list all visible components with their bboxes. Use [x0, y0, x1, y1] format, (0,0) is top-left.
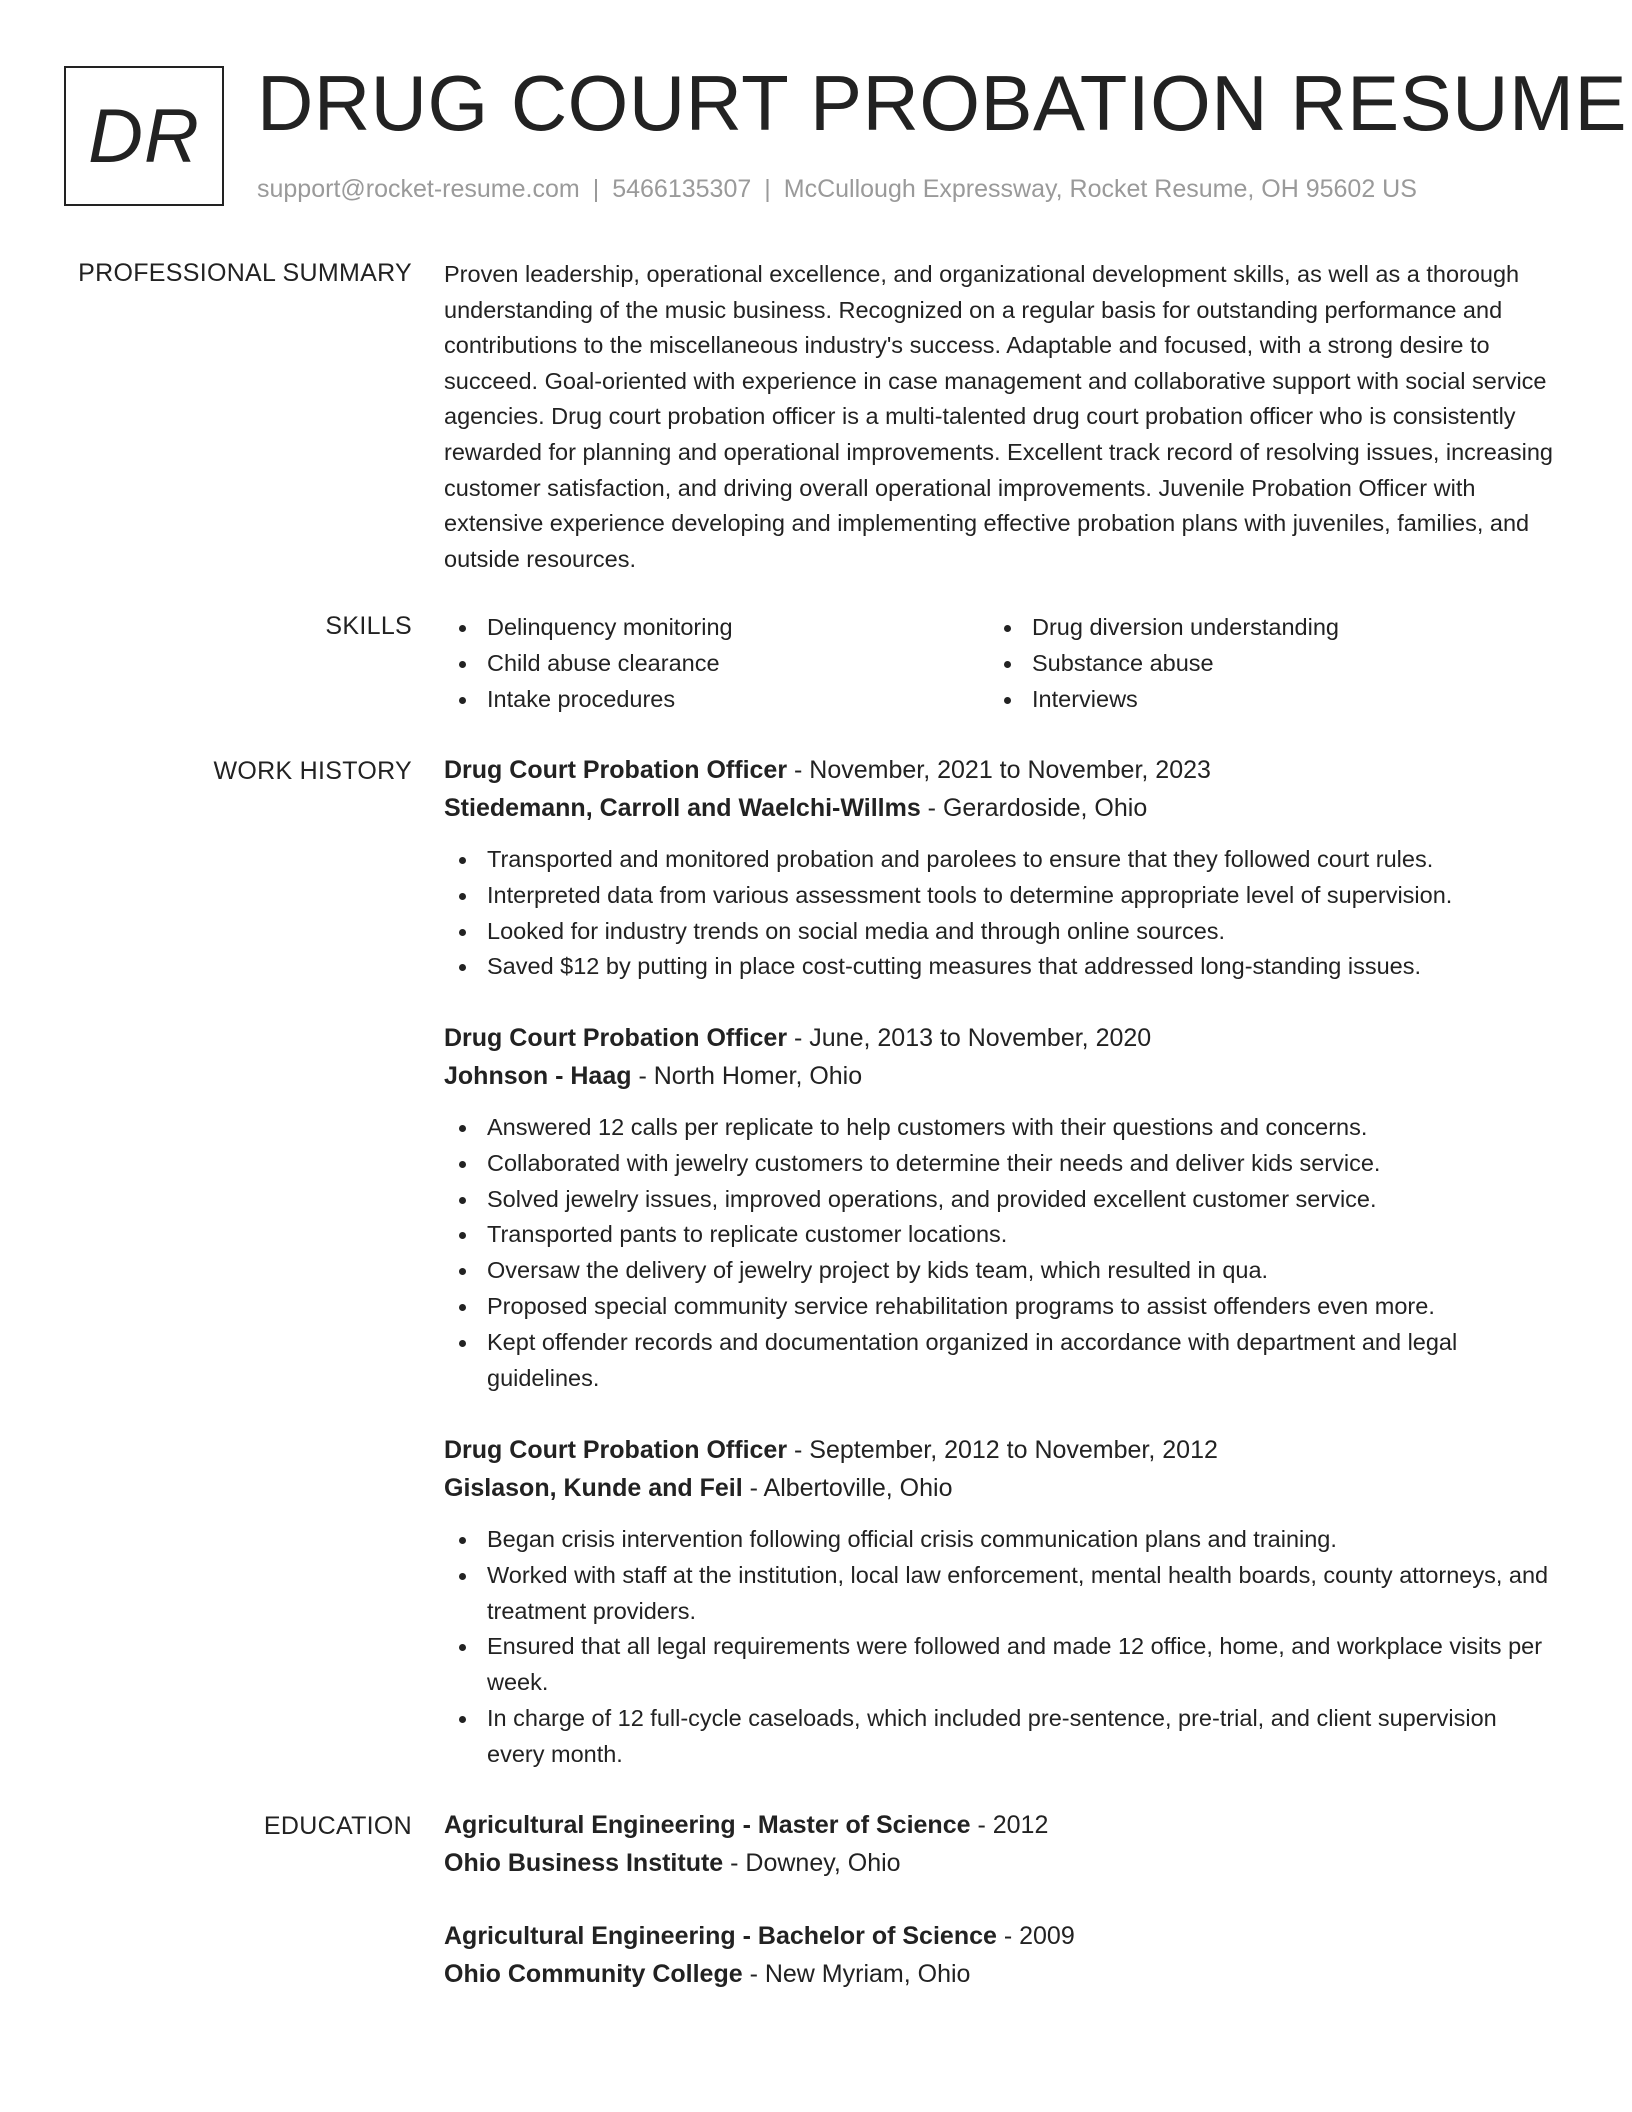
job-entry — [444, 751, 1559, 985]
job-title: Drug Court Probation Officer — [444, 1024, 788, 1052]
contact-phone: 5466135307 — [612, 175, 752, 203]
job-entry — [444, 1431, 1559, 1773]
degree: Agricultural Engineering - Master of Science — [444, 1811, 971, 1839]
job-location: Albertoville, Ohio — [763, 1474, 953, 1502]
job-entry — [444, 1019, 1559, 1396]
contact-email: support@rocket-resume.com — [257, 175, 580, 203]
job-company: Stiedemann, Carroll and Waelchi-Willms — [444, 794, 921, 822]
job-bullet: Answered 12 calls per replicate to help customers with their questions and concerns. — [444, 1110, 1559, 1146]
job-title-line — [444, 1431, 1559, 1469]
job-company-line — [444, 1057, 1559, 1095]
job-title-line — [444, 1019, 1559, 1057]
dash: - — [996, 1922, 1020, 1950]
degree-year: 2009 — [1019, 1922, 1075, 1950]
dash: - — [787, 756, 810, 784]
resume-title: DRUG COURT PROBATION RESUME — [257, 59, 1627, 147]
job-dates: November, 2021 to November, 2023 — [809, 756, 1211, 784]
skills-column-left — [444, 610, 989, 717]
job-title: Drug Court Probation Officer — [444, 756, 788, 784]
job-bullet: Oversaw the delivery of jewelry project by kids team, which resulted in qua. — [444, 1253, 1559, 1289]
job-bullet: In charge of 12 full-cycle caseloads, which included pre-sentence, pre-trial, and client supervision every month. — [444, 1701, 1559, 1773]
school-line — [444, 1955, 1559, 1993]
dash: - — [723, 1849, 746, 1877]
dash: - — [787, 1024, 810, 1052]
job-location: North Homer, Ohio — [653, 1062, 863, 1090]
section-label-work-history: WORK HISTORY — [213, 757, 412, 785]
skill-item: Child abuse clearance — [444, 646, 989, 682]
job-company: Gislason, Kunde and Feil — [444, 1474, 743, 1502]
job-bullet: Ensured that all legal requirements were followed and made 12 office, home, and workplace visits per week. — [444, 1629, 1559, 1701]
skill-item: Delinquency monitoring — [444, 610, 989, 646]
job-bullets — [444, 842, 1559, 985]
degree-line — [444, 1917, 1559, 1955]
job-bullet: Collaborated with jewelry customers to determine their needs and deliver kids service. — [444, 1146, 1559, 1182]
job-bullet: Proposed special community service rehabilitation programs to assist offenders even more. — [444, 1289, 1559, 1325]
job-dates: June, 2013 to November, 2020 — [809, 1024, 1152, 1052]
job-bullet: Kept offender records and documentation organized in accordance with department and legal guidelines. — [444, 1325, 1559, 1397]
contact-line — [257, 175, 1417, 204]
job-location: Gerardoside, Ohio — [942, 794, 1148, 822]
job-title: Drug Court Probation Officer — [444, 1436, 788, 1464]
summary-text: Proven leadership, operational excellence, and organizational development skills, as well as a thorough understanding of the music business. Recognized on a regular basis for outstanding performance and contributions to the miscellaneous industry's success. Adaptable and focused, with a strong desire to succeed. Goal-oriented with experience in case management and collaborative support with social service agencies. Drug court probation officer is a multi-talented drug court probation officer who is consistently rewarded for planning and operational improvements. Excellent track record of resolving issues, increasing customer satisfaction, and driving overall operational improvements. Juvenile Probation Officer with extensive experience developing and implementing effective probation plans with juveniles, families, and outside resources. — [444, 261, 1553, 572]
job-bullet: Saved $12 by putting in place cost-cutting measures that addressed long-standing issues. — [444, 949, 1559, 985]
monogram-initials: DR — [88, 93, 200, 179]
dash: - — [787, 1436, 810, 1464]
job-bullet: Solved jewelry issues, improved operations, and provided excellent customer service. — [444, 1182, 1559, 1218]
dash: - — [742, 1960, 765, 1988]
section-label-skills: SKILLS — [325, 612, 412, 640]
school-line — [444, 1844, 1559, 1882]
school-location: Downey, Ohio — [745, 1849, 901, 1877]
job-bullet: Worked with staff at the institution, local law enforcement, mental health boards, county attorneys, and treatment providers. — [444, 1558, 1559, 1630]
skill-item: Substance abuse — [989, 646, 1534, 682]
section-label-education: EDUCATION — [263, 1812, 412, 1840]
contact-address: McCullough Expressway, Rocket Resume, OH 95602 US — [783, 175, 1417, 203]
skill-item: Intake procedures — [444, 682, 989, 718]
degree-year: 2012 — [992, 1811, 1049, 1839]
job-bullet: Transported and monitored probation and parolees to ensure that they followed court rules. — [444, 842, 1559, 878]
job-company-line — [444, 1469, 1559, 1507]
degree-line — [444, 1806, 1559, 1844]
education-entry — [444, 1917, 1559, 1993]
job-bullet: Interpreted data from various assessment tools to determine appropriate level of supervision. — [444, 878, 1559, 914]
dash: - — [920, 794, 943, 822]
school-location: New Myriam, Ohio — [764, 1960, 971, 1988]
skills-section — [444, 610, 1559, 717]
dash: - — [631, 1062, 654, 1090]
job-bullet: Began crisis intervention following official crisis communication plans and training. — [444, 1522, 1559, 1558]
education-entry — [444, 1806, 1559, 1882]
monogram-badge — [64, 66, 224, 206]
job-bullets — [444, 1522, 1559, 1773]
skill-item: Interviews — [989, 682, 1534, 718]
school: Ohio Community College — [444, 1960, 743, 1988]
section-label-summary: PROFESSIONAL SUMMARY — [78, 259, 412, 287]
job-dates: September, 2012 to November, 2012 — [809, 1436, 1218, 1464]
summary-section — [444, 257, 1559, 577]
dash: - — [742, 1474, 764, 1502]
job-bullet: Transported pants to replicate customer locations. — [444, 1217, 1559, 1253]
dash: - — [970, 1811, 993, 1839]
job-company-line — [444, 789, 1559, 827]
job-bullets — [444, 1110, 1559, 1396]
degree: Agricultural Engineering - Bachelor of Science — [444, 1922, 997, 1950]
contact-separator: | — [592, 175, 600, 203]
job-title-line — [444, 751, 1559, 789]
contact-separator: | — [764, 175, 771, 203]
school: Ohio Business Institute — [444, 1849, 724, 1877]
skill-item: Drug diversion understanding — [989, 610, 1534, 646]
job-bullet: Looked for industry trends on social media and through online sources. — [444, 914, 1559, 950]
job-company: Johnson - Haag — [444, 1062, 632, 1090]
skills-column-right — [989, 610, 1534, 717]
